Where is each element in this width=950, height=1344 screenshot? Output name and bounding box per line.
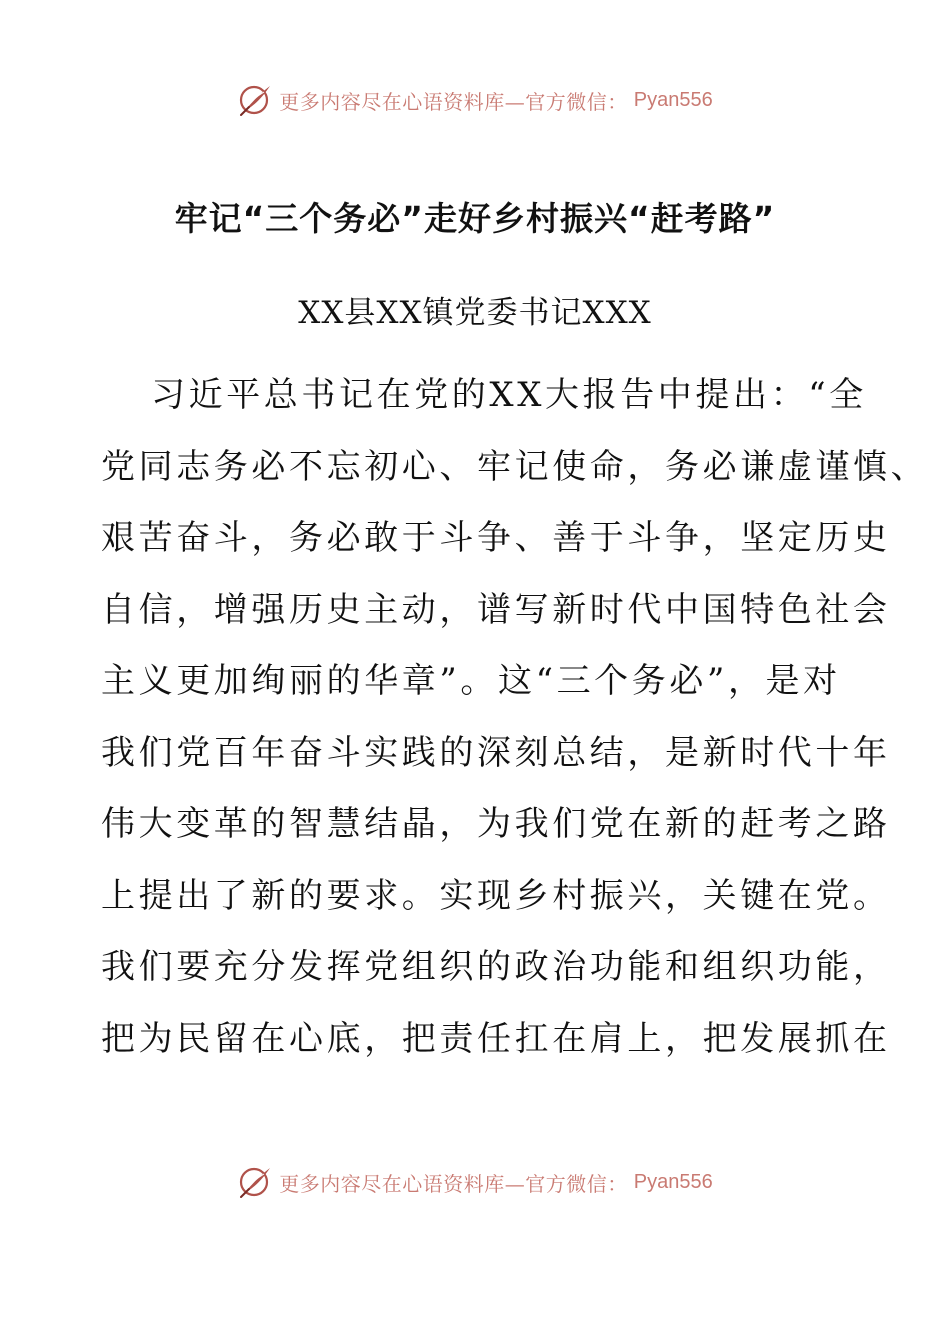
watermark-account: Pyan556 xyxy=(633,1170,713,1193)
body-line: 自信，增强历史主动，谱写新时代中国特色社会 xyxy=(101,589,891,630)
body-line: 把为民留在心底，把责任扛在肩上，把发展抓在 xyxy=(101,1018,891,1059)
document-author: XX县XX镇党委书记XXX xyxy=(298,295,652,331)
body-line: 习近平总书记在党的XX大报告中提出：“全 xyxy=(151,375,867,415)
body-line: 伟大变革的智慧结晶，为我们党在新的赶考之路 xyxy=(101,804,891,844)
body-line: 上提出了新的要求。实现乡村振兴，关键在党。 xyxy=(101,875,891,916)
body-line: 艰苦奋斗，务必敢于斗争、善于斗争，坚定历史 xyxy=(101,518,891,558)
body-line: 我们党百年奋斗实践的深刻总结，是新时代十年 xyxy=(101,732,891,773)
quill-logo-icon xyxy=(237,82,273,118)
watermark-text: 更多内容尽在心语资料库—官方微信： xyxy=(279,89,628,114)
body-line: 党同志务必不忘初心、牢记使命，务必谦虚谨慎、 xyxy=(101,446,929,487)
footer-watermark xyxy=(0,1162,950,1202)
watermark-account: Pyan556 xyxy=(633,88,713,111)
watermark-text: 更多内容尽在心语资料库—官方微信： xyxy=(279,1171,628,1196)
body-text xyxy=(101,360,929,1075)
document-title: 牢记“三个务必”走好乡村振兴“赶考路” xyxy=(174,199,776,238)
body-line: 主义更加绚丽的华章”。这“三个务必”，是对 xyxy=(101,661,841,701)
header-watermark xyxy=(0,80,950,120)
quill-logo-icon xyxy=(237,1164,273,1200)
body-line: 我们要充分发挥党组织的政治功能和组织功能， xyxy=(101,947,891,987)
